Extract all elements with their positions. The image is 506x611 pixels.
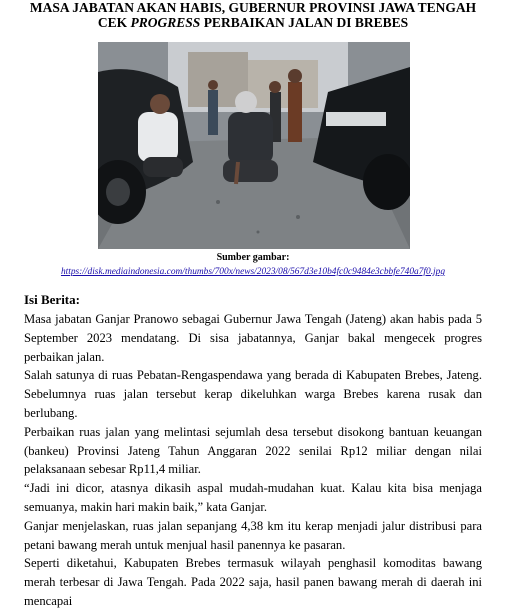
title-line-2-italic: PROGRESS: [130, 15, 201, 30]
section-heading: Isi Berita:: [24, 292, 80, 307]
paragraph: Seperti diketahui, Kabupaten Brebes termasuk wilayah penghasil komoditas bawang merah terbesar di Jawa Tengah. Pada 2022 saja, hasil panen bawang merah di daerah ini mencapai: [24, 556, 482, 608]
paragraph: “Jadi ini dicor, atasnya dikasih aspal mudah-mudahan kuat. Kalau kita bisa menjaga semuanya, makin hari makin baik,” kata Ganjar.: [24, 481, 482, 514]
title-line-2: [20, 15, 486, 30]
article-body: [24, 310, 482, 611]
news-photo: [98, 42, 410, 249]
paragraph: Masa jabatan Ganjar Pranowo sebagai Gubernur Jawa Tengah (Jateng) akan habis pada 5 September 2023 mendatang. Di sisa jabatannya, Ganjar bakal mengecek progres perbaikan jalan.: [24, 312, 482, 364]
article-title: [20, 0, 486, 30]
title-line-1: MASA JABATAN AKAN HABIS, GUBERNUR PROVINSI JAWA TENGAH: [29, 0, 477, 15]
image-source-link[interactable]: https://disk.mediaindonesia.com/thumbs/700x/news/2023/08/567d3e10b4fc0c9484e3cbbfe740a7f0.jpg: [60, 267, 446, 277]
image-caption: Sumber gambar:: [216, 252, 290, 263]
title-line-2-suffix: PERBAIKAN JALAN DI BREBES: [200, 15, 409, 30]
title-line-2-prefix: CEK: [97, 15, 131, 30]
paragraph: Perbaikan ruas jalan yang melintasi sejumlah desa tersebut disokong bantuan keuangan (bankeu) Provinsi Jateng Tahun Anggaran 2022 senilai Rp12 miliar dengan nilai pelaksanaan sebesar Rp11,4 miliar.: [24, 424, 482, 477]
paragraph: Salah satunya di ruas Pebatan-Rengaspendawa yang berada di Kabupaten Brebes, Jateng. Sebelumnya ruas jalan tersebut kerap dikeluhkan warga Brebes karena rusak dan berlubang.: [24, 368, 482, 420]
paragraph: Ganjar menjelaskan, ruas jalan sepanjang 4,38 km itu kerap menjadi jalur distribusi para petani bawang merah untuk menjual hasil panennya ke pasaran.: [24, 518, 482, 552]
